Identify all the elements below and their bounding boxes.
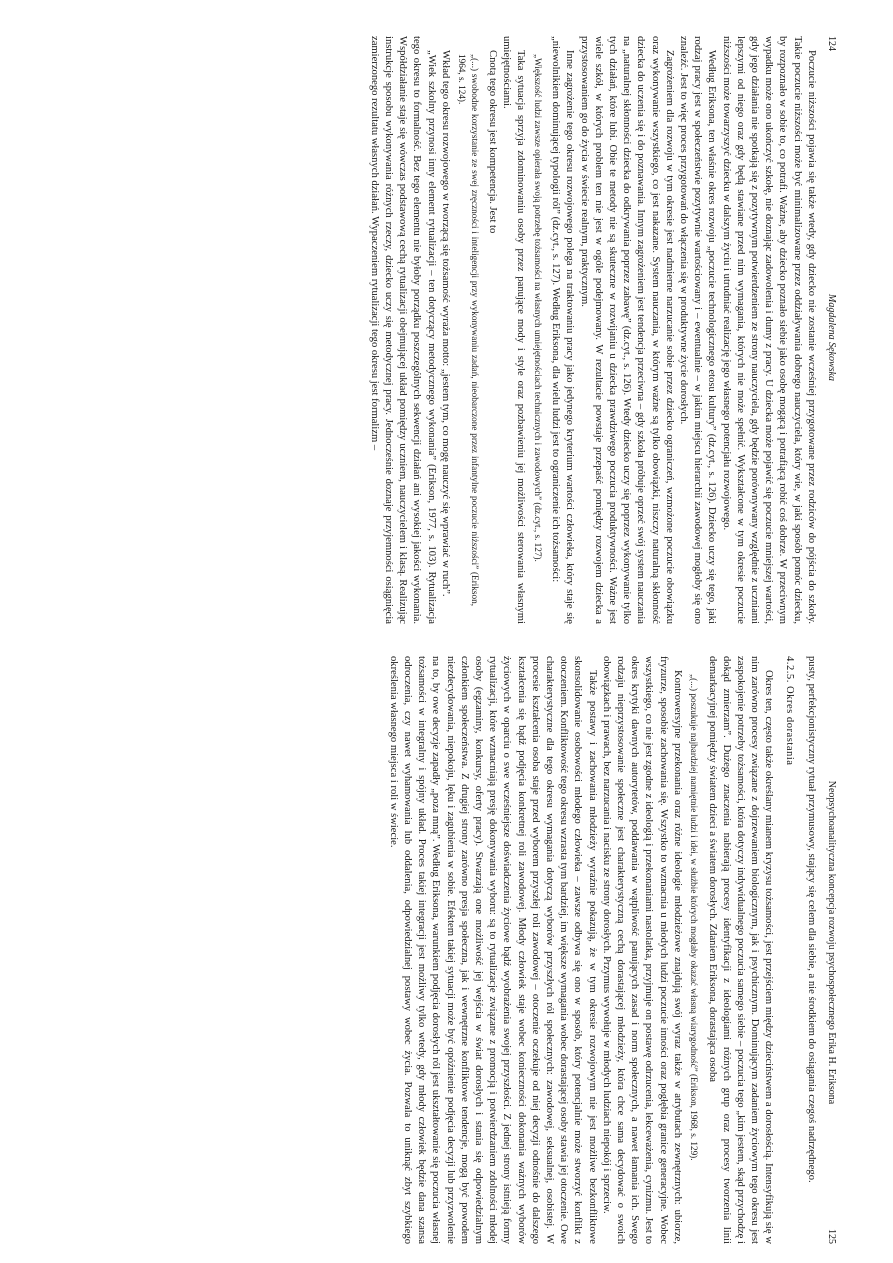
paragraph: Inne zagrożenie tego okresu rozwojowego polega na traktowaniu pracy jako jedynego kryterium wartości człowieka, który staje się „niewolnikiem dominującej typologii ról” (dz.cyt., s. 127). Według Eriksona, dla wielu ludzi jest to ograniczenie ich tożsamości: bbox=[550, 36, 576, 624]
paragraph: Według Eriksona, ten właśnie okres rozwoju „poczucie technologicznego etosu kultury” (dz.cyt., s. 126). Dziecko uczy się tego, jaki rodzaj pracy jest w społeczeństwie pozytywnie wartościowany i – ewentualnie – w jakim miejscu hierarchii zawodowej mogłoby się ono znaleźć. Jest to więc proces przygotowań do włączenia się w produktywne życie dorosłych. bbox=[677, 36, 718, 624]
section-heading: 4.2.5. Okres dorastania bbox=[783, 656, 795, 766]
page-number: 125 bbox=[826, 1229, 837, 1244]
block-quote: „(...) poszukuje najbardziej namiętnie ludzi i idei, w służbie których mogłaby okazać własną wiarygodność” (Erikson, 1968, s. 129). bbox=[689, 674, 700, 1161]
paragraph: „Wiek szkolny przynosi inny element rytualizacji – ten dotyczący metodycznego wykonania” (Erikson, 1977, s. 103). Rytualizacja tego okresu to formalność. Bez tego elementu nie byłoby porządku poszczególnych sekwencji działań ani wysokiej jakości wykonania. Współdziałanie staje się wówczas podstawową cechą rytualizacji obejmującej układ pomiędzy uczniem, nauczycielem i klasą. Realizując instrukcje sposobu wykonywania różnych rzeczy, dziecko uczy się metodycznej pracy. Jednocześnie doznaje przyjemności osiągnięcia zamierzonego rezultatu własnych działań. Wypaczeniem rytualizacji tego okresu jest formalizm – bbox=[368, 36, 437, 624]
running-head bbox=[824, 656, 838, 1244]
paragraph: Poczucie niższości pojawia się także wtedy, gdy dziecko nie zostanie wcześniej przygotowane przez rodziców do pójścia do szkoły. Takie poczucie niższości może być minimalizowane przez oddziaływania dobrego nauczyciela, który wie, w jaki sposób pomóc dziecku, by rozpoznało w sobie to, co potrafi. Ważne, aby dziecko poznało siebie jako osobę mogącą i potrafiącą robić coś dobrze. W przeciwnym wypadku może ono ukończyć szkołę, nie doznając zadowolenia i dumy z pracy. U dziecka może pojawić się poczucie mniejszej wartości, gdy jego działania nie spotkają się z pozytywnym potwierdzeniem ze strony nauczyciela, gdy będzie porównywany względnie z uczniami lepszymi od niego oraz gdy będą stawiane przed nim wymagania, których nie może spełnić. Wykształcone w tym okresie poczucie niższości może towarzyszyć dziecku w dalszym życiu i utrudniać realizację jego własnego potencjału rozwojowego. bbox=[720, 36, 817, 624]
running-head bbox=[824, 36, 838, 624]
paragraph: Taka sytuacja sprzyja zdominowaniu osoby przez panujące mody i style oraz pozbawieniu jej możliwości sterowania własnymi umiejętnościami. bbox=[501, 36, 527, 624]
page-124 bbox=[368, 30, 842, 630]
page-number: 124 bbox=[826, 36, 837, 51]
paragraph: Wkład tego okresu rozwojowego w tworzącą się tożsamość wyraża motto: „jestem tym, co mogę nauczyć się wprawiać w ruch”. bbox=[439, 50, 451, 597]
paragraph: Cnotą tego okresu jest kompetencja. Jest to bbox=[487, 50, 499, 234]
paragraph: Kontrowersyjne przekonania oraz różne ideologie młodzieżowe znajdują swój wyraz także w atrybutach zewnętrznych: ubiorze, fryzurze, sposobie zachowania się. Wszystko to wzmacnia u młodych ludzi poczucie inności oraz pogłębia granice generacyjne. Wobec wszystkiego, co nie jest zgodne z ideologią i przekonaniami nastolatka, przyjmuje on postawę odrzucenia, lekceważenia, cynizmu. Jest to okres krytyki dawnych autorytetów, poddawania w wątpliwość panujących zasad i norm społecznych, a nawet łamania ich. Swego rodzaju nieprzystosowanie społeczne jest charakterystyczną cechą dorastającej młodzieży, która chce sama decydować o swoich obowiązkach i prawach, bez narzucania i nacisku ze strony dorosłych. Przymus wywołuje w młodych ludziach niepokój i sprzeciw. bbox=[600, 656, 683, 1244]
running-title: Magdalena Sękowska bbox=[826, 294, 837, 381]
page-125 bbox=[387, 650, 842, 1250]
block-quote: „Większość ludzi zawsze opierała swoją potrzebę tożsamości na własnych umiejętnościach technicznych i zawodowych” (dz.cyt., s. 127). bbox=[532, 54, 543, 562]
block-quote: „(...) swobodne korzystanie ze swej zręczności i inteligencji przy wykonywaniu zadań, nieobarczone przez infantylne poczucie niższości” (Erikson, 1964, s. 124). bbox=[457, 54, 480, 606]
running-title: Neopsychoanalityczna koncepcja rozwoju psychospołecznego Erika H. Eriksona bbox=[826, 780, 837, 1105]
paragraph: Okres ten, często także określany mianem kryzysu tożsamości, jest przejściem między dzieciństwem a dorosłością. Intensyfikują się w nim zarówno procesy związane z dojrzewaniem biologicznym, jak i psychicznym. Dominującym zadaniem życiowym tego okresu jest zaspokojenie potrzeby tożsamości, która dotyczy indywidualnego poczucia samego siebie – poczucia tego „kim jestem, skąd przychodzę i dokąd zmierzam”. Dużego znaczenia nabierają procesy identyfikacji z ideologiami różnych grup oraz procesy tworzenia linii demarkacyjnej pomiędzy światem dzieci a światem dorosłych. Zdaniem Eriksona, dorastająca osoba bbox=[706, 656, 775, 1244]
paragraph: Także postawy i zachowania młodzieży wyraźnie pokazują, że w tym okresie rozwojowym nie jest możliwe bezkonfliktowe skonsolidowanie osobowości młodego człowieka – zawsze odbywa się ono w sposób, który potencjalnie może stworzyć konflikt z otoczeniem. Konfliktowość tego okresu wzrasta tym bardziej, im większe wymagania wobec dorastającej osoby stawia jej otoczenie. Owe charakterystyczne dla tego okresu wymagania dotyczą wyborów przyszłych ról społecznych: zawodowej, seksualnej, osobistej. W procesie kształcenia osoba staje przed wyborem przyszłej roli zawodowej – otoczenie oczekuje od niej decyzji odnośnie do dalszego kształcenia się bądź podjęcia konkretnej roli zawodowej. Młody człowiek staje wobec konieczności dokonania ważnych wyborów życiowych w oparciu o swe wcześniejsze doświadczenia życiowe bądź wyobrażenia swojej przyszłości. Z jednej strony istnieją formy rytualizacji, które wzmacniają presję dokonywania wyboru: są to rytualizacje związane z promocją i potwierdzaniem zdolności młodej osoby (egzaminy, konkursy, oferty pracy). Stwarzają one możliwość jej wejścia w świat dorosłych i stania się odpowiedzialnym członkiem społeczeństwa. Z drugiej strony zarówno presja społeczna, jak i wewnętrzne konfliktowe tendencje, mogą być powodem niezdecydowania, niepokoju, lęku i zagubienia w sobie. Efektem takiej sytuacji może być opóźnienie podjęcia decyzji lub przyzwolenie na to, by owe decyzje zapadły „poza mną”. Według Eriksona, warunkiem podjęcia dorosłych ról jest ukształtowanie się poczucia własnej tożsamości w integralny i spójny układ. Proces takiej integracji jest możliwy tylko wtedy, gdy młody człowiek będzie dana szansa odroczenia, czy nawet wyhamowania lub oddalenia, odpowiedzialnej postawy wobec życia. Pozwala to uniknąć zbyt szybkiego określenia własnego miejsca i roli w świecie. bbox=[387, 656, 598, 1244]
paragraph: Zagrożeniem dla rozwoju w tym okresie jest nadmierne narzucanie sobie przez dziecko ograniczeń, wzmożone poczucie obowiązku oraz wykonywanie wszystkiego, co jest nakazane. System nauczania, w którym ważne są tylko obowiązki, niszczy naturalną skłonność dziecka do uczenia się i do poznawania. Innym zagrożeniem jest tendencja przeciwna – gdy szkoła próbuje oprzeć swój system nauczania na „naturalnej skłonności dziecka do odkrywania poprzez zabawę” (dz.cyt., s. 126). Wtedy dziecko uczy się poprzez wykonywanie tylko tych działań, które lubi. Obie te metody nie są skuteczne w rozwijaniu u dziecka prawdziwego poczucia produktywności. Ważne jest wiele szkół, w których problem ten nie jest w ogóle podejmowany. W rezultacie powstaje przepaść pomiędzy rozwojem dziecka a przystosowaniem go do życia w świecie realnym, praktycznym. bbox=[578, 36, 675, 624]
paragraph: pusty, perfekcjonistyczny rytuał przymusowy, stający się celem dla siebie, a nie środkiem do osiągania czegoś nadrzędnego. bbox=[805, 656, 817, 1183]
